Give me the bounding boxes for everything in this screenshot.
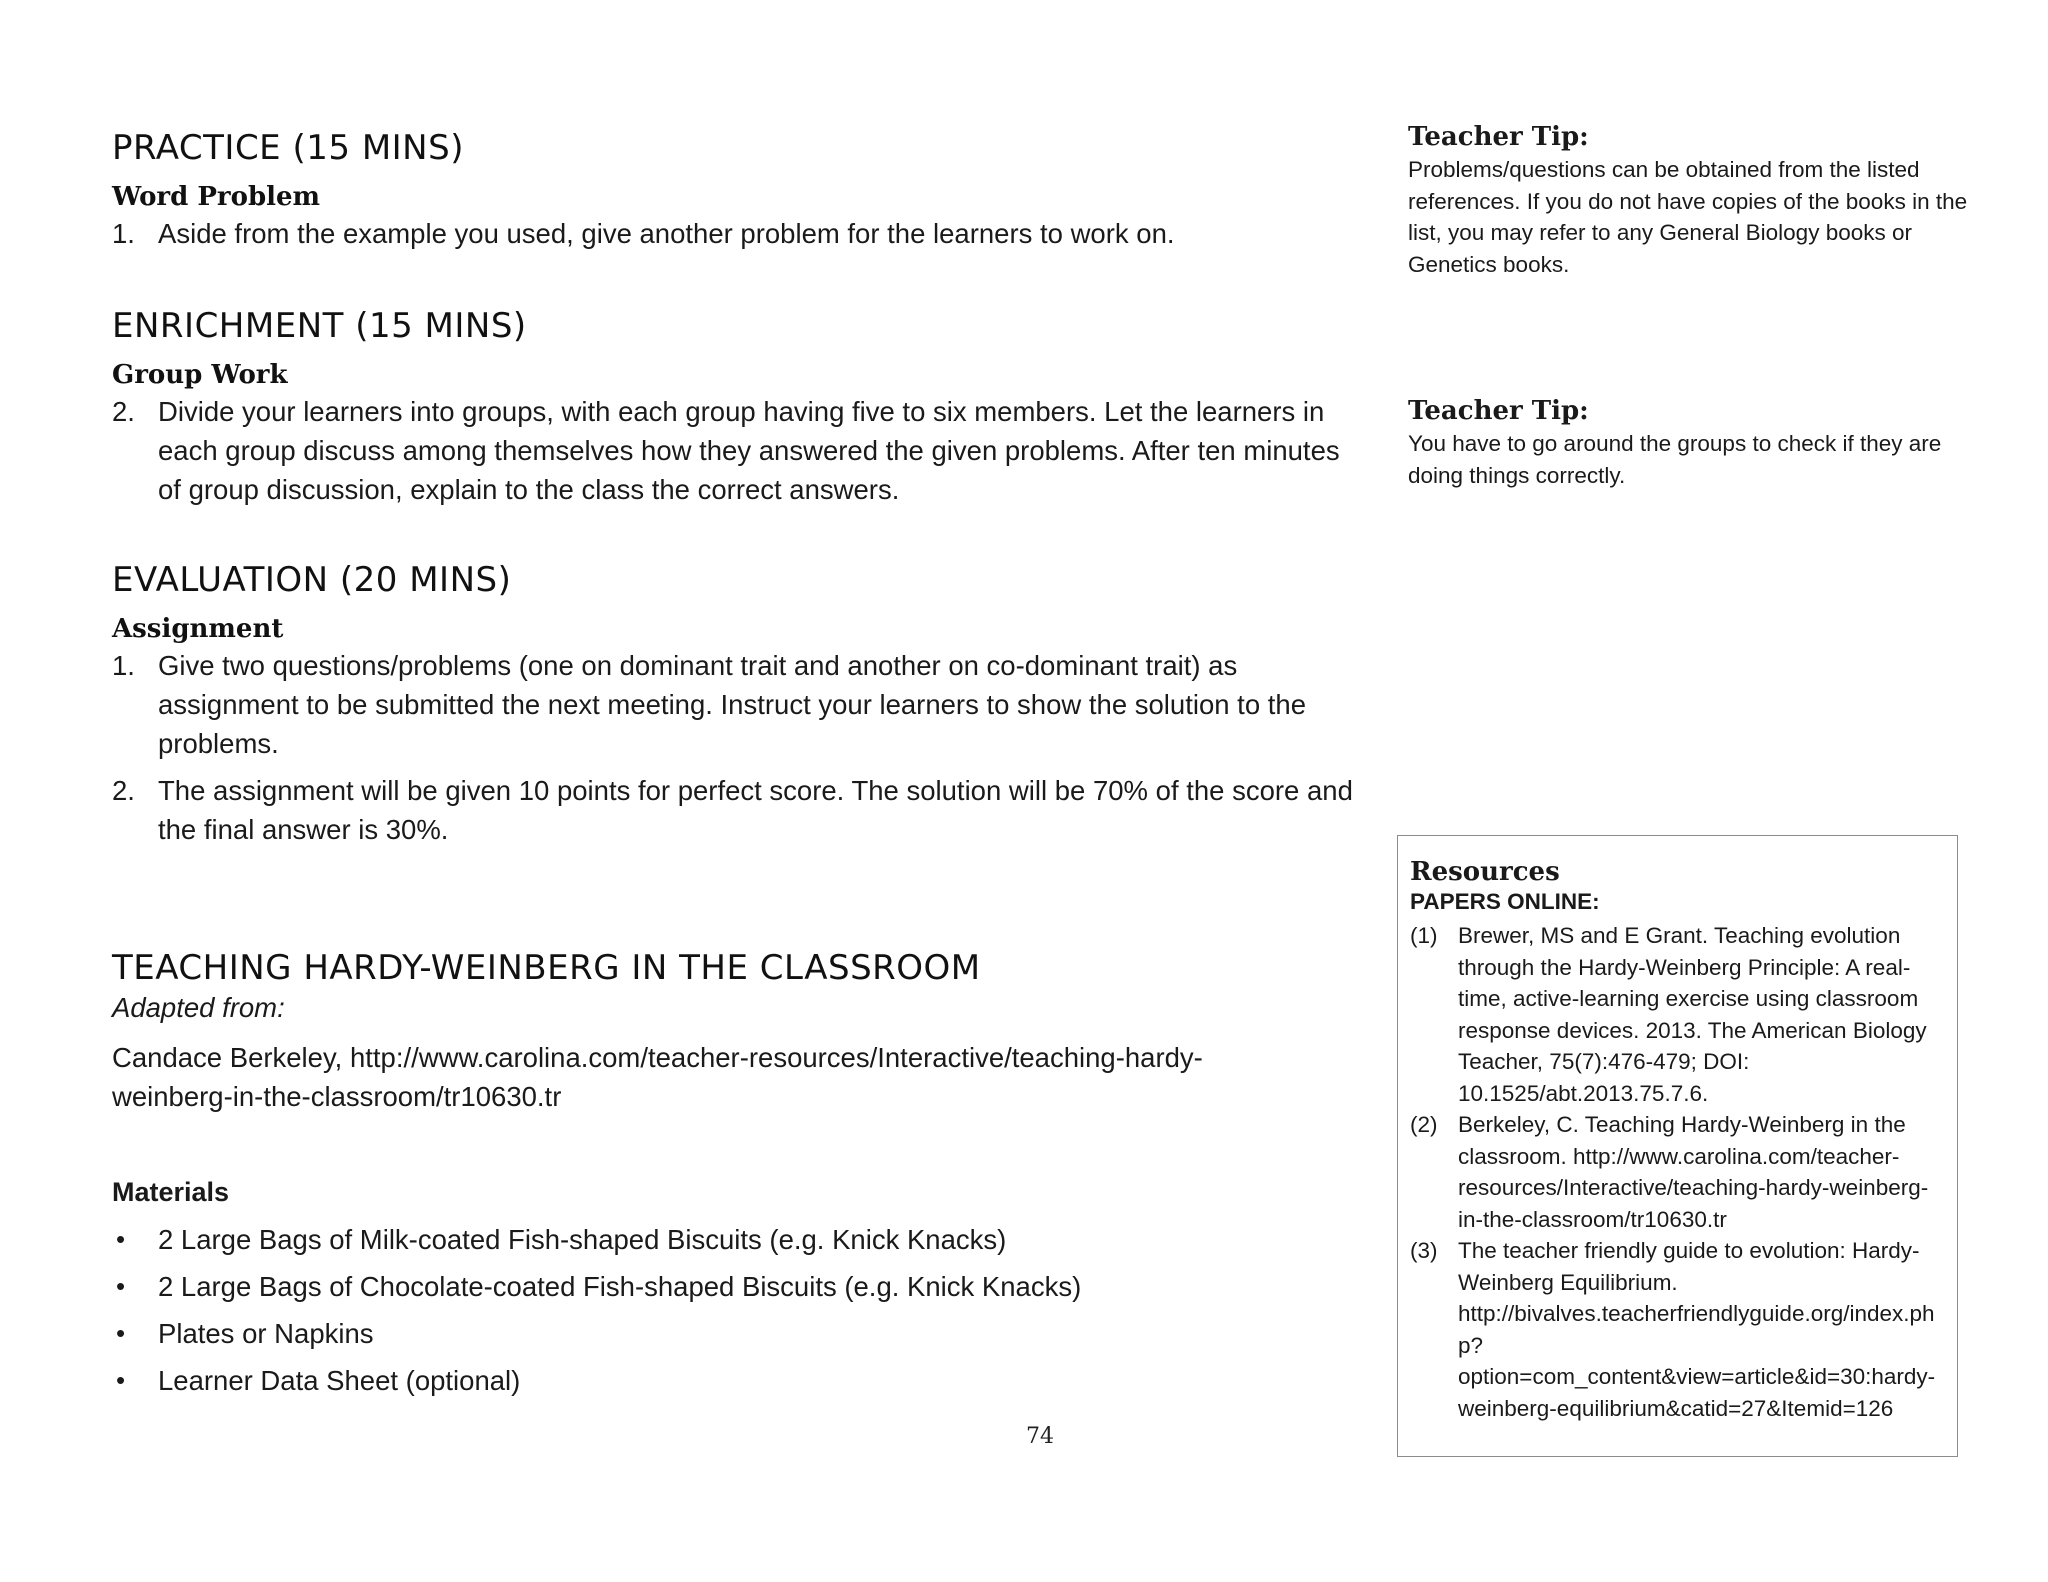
list-item-text: Aside from the example you used, give another problem for the learners to work on. [158, 218, 1175, 249]
list-item [112, 1361, 1362, 1400]
practice-list [112, 214, 1362, 253]
bullet-icon: • [116, 1365, 126, 1395]
resources-list [1410, 920, 1945, 1424]
list-item [112, 646, 1362, 763]
evaluation-title: EVALUATION (20 MINS) [112, 560, 512, 600]
list-item [112, 1220, 1362, 1259]
resource-text: The teacher friendly guide to evolution: Hardy-Weinberg Equilibrium. http://bivalves.teacherfriendlyguide.org/index.php?option=com_content&view=article&id=30:hardy-weinberg-equilibrium&catid=27&Itemid=126 [1458, 1238, 1936, 1421]
teacher-tip [1408, 120, 1968, 280]
list-item-number: 1. [112, 218, 135, 249]
resource-text: Brewer, MS and E Grant. Teaching evolution through the Hardy-Weinberg Principle: A real-time, active-learning exercise using classroom response devices. 2013. The American Biology Teacher, 75(7):476-479; DOI: 10.1525/abt.2013.75.7.6. [1458, 923, 1927, 1106]
resource-number: (3) [1410, 1238, 1438, 1263]
resource-item [1410, 920, 1945, 1109]
evaluation-subhead: Assignment [112, 614, 284, 644]
resource-item [1410, 1109, 1945, 1235]
resource-number: (1) [1410, 923, 1438, 948]
teacher-tip-body: You have to go around the groups to check if they are doing things correctly. [1408, 431, 1942, 488]
teacher-tip-title: Teacher Tip: [1408, 396, 1589, 426]
list-item-text: Give two questions/problems (one on dominant trait and another on co-dominant trait) as assignment to be submitted the next meeting. Instruct your learners to show the solution to the problems. [158, 650, 1306, 759]
materials-list [112, 1220, 1362, 1400]
list-item-text: 2 Large Bags of Chocolate-coated Fish-shaped Biscuits (e.g. Knick Knacks) [158, 1271, 1082, 1302]
practice-section [112, 126, 1362, 261]
enrichment-title: ENRICHMENT (15 MINS) [112, 306, 527, 346]
resources-title: Resources [1410, 857, 1560, 887]
bullet-icon: • [116, 1224, 126, 1254]
list-item [112, 392, 1362, 509]
resources-subtitle: PAPERS ONLINE: [1410, 889, 1600, 914]
list-item-text: Plates or Napkins [158, 1318, 374, 1349]
hardy-weinberg-section [112, 946, 1362, 1408]
resource-text: Berkeley, C. Teaching Hardy-Weinberg in the classroom. http://www.carolina.com/teacher-resources/Interactive/teaching-hardy-weinberg-in-the-classroom/tr10630.tr [1458, 1112, 1929, 1232]
teacher-tip-body: Problems/questions can be obtained from the listed references. If you do not have copies of the books in the list, you may refer to any General Biology books or Genetics books. [1408, 157, 1968, 277]
resources-box [1397, 835, 1958, 1457]
teacher-tip [1408, 394, 1968, 491]
list-item-text: 2 Large Bags of Milk-coated Fish-shaped Biscuits (e.g. Knick Knacks) [158, 1224, 1007, 1255]
bullet-icon: • [116, 1318, 126, 1348]
list-item-text: The assignment will be given 10 points for perfect score. The solution will be 70% of the score and the final answer is 30%. [158, 775, 1353, 845]
list-item-number: 2. [112, 775, 135, 806]
materials-heading: Materials [112, 1177, 230, 1207]
enrichment-subhead: Group Work [112, 360, 288, 390]
teacher-tip-title: Teacher Tip: [1408, 122, 1589, 152]
resource-number: (2) [1410, 1112, 1438, 1137]
list-item [112, 771, 1362, 849]
list-item-text: Learner Data Sheet (optional) [158, 1365, 521, 1396]
page-number: 74 [1026, 1424, 1054, 1449]
source-reference: Candace Berkeley, http://www.carolina.com/teacher-resources/Interactive/teaching-hardy-weinberg-in-the-classroom/tr10630.tr [112, 1042, 1203, 1112]
adapted-from-label: Adapted from: [112, 992, 285, 1023]
enrichment-section [112, 304, 1362, 517]
list-item [112, 1267, 1362, 1306]
list-item-number: 1. [112, 650, 135, 681]
evaluation-section [112, 558, 1362, 857]
resource-item [1410, 1235, 1945, 1424]
hardy-weinberg-title: TEACHING HARDY-WEINBERG IN THE CLASSROOM [112, 948, 981, 988]
practice-subhead: Word Problem [112, 182, 321, 212]
bullet-icon: • [116, 1271, 126, 1301]
list-item [112, 214, 1362, 253]
practice-title: PRACTICE (15 MINS) [112, 128, 464, 168]
list-item-text: Divide your learners into groups, with each group having five to six members. Let the learners in each group discuss among themselves how they answered the given problems. After ten minutes of group discussion, explain to the class the correct answers. [158, 396, 1340, 505]
list-item-number: 2. [112, 396, 135, 427]
enrichment-list [112, 392, 1362, 509]
list-item [112, 1314, 1362, 1353]
evaluation-list [112, 646, 1362, 849]
